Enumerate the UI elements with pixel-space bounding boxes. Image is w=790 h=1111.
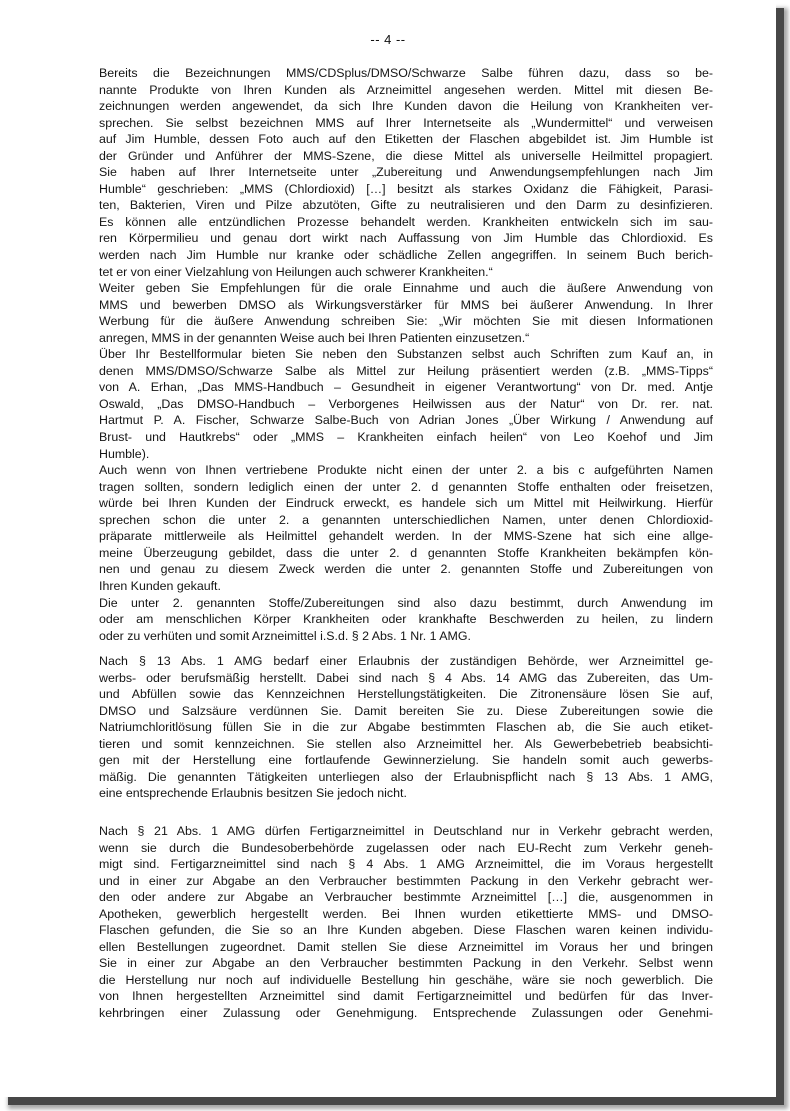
text-line: von Ihnen hergestellten Arzneimittel sind damit Fertigarzneimittel und bedürfen für das Inver- xyxy=(99,989,713,1004)
text-line: Apotheken, gewerblich hergestellt werden. Bei Ihnen wurden etikettierte MMS- und DMSO- xyxy=(99,906,713,921)
text-line: den oder andere zur Abgabe an Verbraucher bestimmte Arzneimittel […] die, ausgenommen in xyxy=(99,890,713,905)
text-line: Sie in einer zur Abgabe an den Verbraucher bestimmten Packung in den Verkehr. Selbst wenn xyxy=(99,956,713,971)
text-line: Bereits die Bezeichnungen MMS/CDSplus/DMSO/Schwarze Salbe führen dazu, dass so be- xyxy=(99,66,713,80)
text-line: Ihren Kunden gekauft. xyxy=(99,578,221,593)
text-line: ellen Bestellungen zugeordnet. Damit stellen Sie diese Arzneimittel im Voraus her und bringen xyxy=(99,939,713,954)
text-line: sprechen. Sie selbst bezeichnen MMS auf Ihrer Internetseite als „Wundermittel“ und verweisen xyxy=(99,115,713,130)
text-line: werbs- oder berufsmäßig herstellt. Dabei sind nach § 4 Abs. 14 AMG das Zubereiten, das Um- xyxy=(99,670,713,685)
text-line: denen MMS/DMSO/Schwarze Salbe als Mittel zur Heilung präsentiert werden (z.B. „MMS-Tipps“ xyxy=(99,363,713,378)
text-line: tet er von einer Vielzahlung von Heilungen auch schwerer Krankheiten.“ xyxy=(99,264,493,279)
text-line: Humble). xyxy=(99,446,150,461)
text-line: Flaschen gefunden, die Sie so an Ihre Kunden abgeben. Diese Flaschen waren keinen individu- xyxy=(99,923,713,938)
text-line: ten, Bakterien, Viren und Pilze abzutöten, Gifte zu neutralisieren und den Darm zu desinfizieren. xyxy=(99,198,713,213)
text-line: Die unter 2. genannten Stoffe/Zubereitungen sind also dazu bestimmt, durch Anwendung im xyxy=(99,595,713,610)
text-line: DMSO und Salzsäure verdünnen Sie. Damit bereiten Sie zu. Diese Zubereitungen sowie die xyxy=(99,703,713,718)
text-line: würde bei Ihren Kunden der Eindruck erweckt, es handele sich um Mittel mit Heilwirkung. Hierfür xyxy=(99,496,713,511)
text-line: anregen, MMS in der genannten Weise auch bei Ihren Patienten einzusetzen.“ xyxy=(99,330,530,345)
text-line: Es können alle entzündlichen Prozesse behandelt werden. Krankheiten entwickeln sich im sau- xyxy=(99,214,713,229)
text-line: präparate mittlerweile als Heilmittel gehandelt werden. In der MMS-Szene hat sich eine allge- xyxy=(99,529,713,544)
text-line: tieren und somit kennzeichnen. Sie stellen also Arzneimittel her. Als Gewerbebetrieb beabsichti- xyxy=(99,736,713,751)
text-line: kehrbringen einer Zulassung oder Genehmigung. Entsprechende Zulassungen oder Genehmi- xyxy=(99,1006,713,1021)
text-line: die Herstellung nur noch auf individuelle Bestellung hin geschähe, wäre sie noch gewerblich. Die xyxy=(99,972,713,987)
paragraph-block-3 xyxy=(99,823,713,1022)
text-line: nen und genau zu diesem Zweck werden die unter 2. genannten Stoffe und Zubereitungen von xyxy=(99,562,713,577)
text-line: Nach § 13 Abs. 1 AMG bedarf einer Erlaubnis der zuständigen Behörde, wer Arzneimittel ge- xyxy=(99,654,713,668)
text-line: und Abfüllen sowie das Kennzeichnen Herstellungstätigkeiten. Die Zitronensäure lösen Sie auf, xyxy=(99,687,713,702)
text-line: Nach § 21 Abs. 1 AMG dürfen Fertigarzneimittel in Deutschland nur in Verkehr gebracht werden, xyxy=(99,824,713,838)
text-line: Werbung für die äußere Anwendung schreiben Sie: „Wir möchten Sie mit diesen Informationen xyxy=(99,314,713,329)
text-line: sprechen schon die unter 2. a genannten unterschiedlichen Namen, unter denen Chlordioxid- xyxy=(99,512,713,527)
text-line: der Gründer und Anführer der MMS-Szene, die diese Mittel als universelle Heilmittel propagiert. xyxy=(99,148,713,163)
text-line: und in einer zur Abgabe an den Verbraucher bestimmten Packung in den Verkehr gebracht wer- xyxy=(99,873,713,888)
text-line: Über Ihr Bestellformular bieten Sie neben den Substanzen selbst auch Schriften zum Kauf an, in xyxy=(99,347,713,362)
text-line: auf Jim Humble, dessen Foto auch auf den Etiketten der Flaschen abgebildet ist. Jim Humble ist xyxy=(99,132,713,147)
text-line: oder am menschlichen Körper Krankheiten oder krankhafte Beschwerden zu heilen, zu lindern xyxy=(99,612,713,627)
text-line: Natriumchloritlösung füllen Sie in die zur Abgabe bestimmten Flaschen ab, die Sie auch etiket- xyxy=(99,720,713,735)
text-line: Humble“ geschrieben: „MMS (Chlordioxid) […] besitzt als starkes Oxidanz die Fähigkeit, Parasi- xyxy=(99,181,713,196)
text-line: MMS und bewerben DMSO als Wirkungsverstärker für MMS bei äußerer Anwendung. In Ihrer xyxy=(99,297,713,312)
text-line: Sie haben auf Ihrer Internetseite unter „Zubereitung und Anwendungsempfehlungen nach Jim xyxy=(99,165,713,180)
paragraph-block-1 xyxy=(99,65,713,644)
text-line: wenn sie durch die Bundesoberbehörde zugelassen oder nach EU-Recht zum Verkehr geneh- xyxy=(99,840,713,855)
text-line: eine entsprechende Erlaubnis besitzen Sie jedoch nicht. xyxy=(99,786,407,801)
text-line: migt sind. Fertigarzneimittel sind nach § 4 Abs. 1 AMG Arzneimittel, die im Voraus hergestellt xyxy=(99,857,713,872)
text-line: Weiter geben Sie Empfehlungen für die orale Einnahme und auch die äußere Anwendung von xyxy=(99,281,713,296)
text-line: Brust- und Hautkrebs“ oder „MMS – Krankheiten einfach heilen“ von Leo Koehof und Jim xyxy=(99,430,713,445)
paragraph-block-2 xyxy=(99,653,713,802)
text-line: von A. Erhan, „Das MMS-Handbuch – Gesundheit in eigener Verantwortung“ von Dr. med. Antje xyxy=(99,380,713,395)
text-line: Hartmut P. A. Fischer, Schwarze Salbe-Buch von Adrian Jones „Über Wirkung / Anwendung auf xyxy=(99,413,713,428)
text-line: mäßig. Die genannten Tätigkeiten unterliegen also der Erlaubnispflicht nach § 13 Abs. 1 AMG, xyxy=(99,769,713,784)
text-line: zeichnungen werden angewendet, da sich Ihre Kunden davon die Heilung von Krankheiten ver- xyxy=(99,99,713,114)
page-number: -- 4 -- xyxy=(370,32,406,47)
text-line: meine Überzeugung gebildet, dass die unter 2. d genannten Stoffe Krankheiten bekämpfen kön- xyxy=(99,545,713,560)
text-line: oder zu verhüten und somit Arzneimittel i.S.d. § 2 Abs. 1 Nr. 1 AMG. xyxy=(99,628,471,643)
text-line: gen mit der Herstellung eine fortlaufende Gewinnerzielung. Sie handeln somit auch gewerbs- xyxy=(99,753,713,768)
text-line: ren Körpermilieu und genau dort wirkt nach Auffassung von Jim Humble das Chlordioxid. Es xyxy=(99,231,713,246)
text-line: nannte Produkte von Ihren Kunden als Arzneimittel angesehen werden. Mittel mit diesen Be- xyxy=(99,82,713,97)
text-line: Auch wenn von Ihnen vertriebene Produkte nicht einen der unter 2. a bis c aufgeführten Namen xyxy=(99,463,713,478)
text-line: werden nach Jim Humble nur kranke oder schädliche Zellen angegriffen. In seinem Buch berich- xyxy=(99,248,713,263)
text-line: tragen sollten, sondern lediglich einen der unter 2. d genannten Stoffe enthalten oder freisetzen, xyxy=(99,479,713,494)
text-line: Oswald, „Das DMSO-Handbuch – Verborgenes Heilwissen aus der Natur“ von Dr. rer. nat. xyxy=(99,396,713,411)
